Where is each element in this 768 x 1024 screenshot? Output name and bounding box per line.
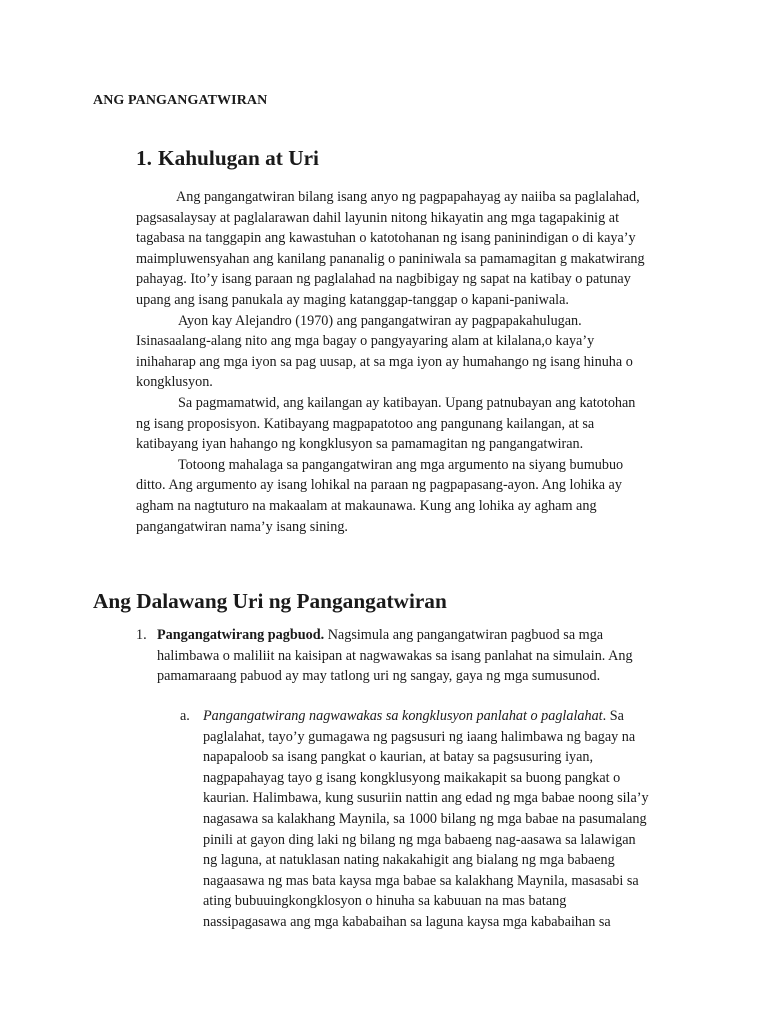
text-line xyxy=(157,625,696,646)
section-heading-kahulugan xyxy=(136,148,319,169)
text-span: . Sa xyxy=(602,708,624,724)
sub-list-marker: a. xyxy=(180,708,190,724)
text-line: Isinasaalang-alang nito ang mga bagay o pangyayaring alam at kilalana,o kaya’y xyxy=(136,333,595,350)
text-line: halimbawa o maliliit na kaisipan at nagwawakas sa isang panlahat na simulain. Ang xyxy=(157,647,633,664)
sub-list-item-lead: Pangangatwirang nagwawakas sa kongklusyon panlahat o paglalahat xyxy=(203,708,603,724)
paragraph xyxy=(136,393,684,455)
text-line: maimpluwensyahan ang kanilang pananalig o paniniwala sa pamamagitan g makatwirang xyxy=(136,250,645,267)
text-line: Ang pangangatwiran bilang isang anyo ng pagpapahayag ay naiiba sa paglalahad, xyxy=(176,189,640,205)
list-item-body xyxy=(157,625,696,687)
list-number: 1. xyxy=(136,627,147,643)
text-line: ng isang proposisyon. Katibayang magpapatotoo ang pangunang kailangan, at sa xyxy=(136,415,595,432)
text-line: katibayang iyan hahango ng kongklusyon sa pamamagitan ng pangangatwiran. xyxy=(136,436,584,453)
text-line: upang ang isang panukala ay maging katanggap-tanggap o kapani-paniwala. xyxy=(136,291,569,308)
text-line: Totoong mahalaga sa pangangatwiran ang mga argumento na siyang bumubuo xyxy=(178,456,624,473)
text-line: nagaasawa ng mas bata kaysa mga babae sa kalakhang Maynila, masasabi sa xyxy=(203,872,639,889)
text-line: pagsasalaysay at paglalarawan dahil layunin nitong hikayatin ang mga tagapakinig at xyxy=(136,209,620,226)
text-line: pahayag. Ito’y isang paraan ng paglalahad na nagbibigay ng sapat na katibay o patunay xyxy=(136,271,631,288)
text-line xyxy=(203,706,680,727)
section-number: 1. xyxy=(136,146,152,170)
text-line: ditto. Ang argumento ay isang lohikal na paraan ng pagpapasang-ayon. Ang lohika ay xyxy=(136,477,622,494)
paragraph xyxy=(136,187,684,311)
text-line: nagpapahayag tayo g isang kongklusyong maikakapit sa buong pangkat o xyxy=(203,769,621,786)
text-line: kaurian. Halimbawa, kung susuriin nattin ang edad ng mga babae noong sila’y xyxy=(203,790,649,807)
list-item xyxy=(136,625,696,687)
text-line: nassipagasawa ang mga kababaihan sa laguna kaysa mga kababaihan sa xyxy=(203,913,611,930)
text-line: pinili at gayon ding laki ng bilang ng mga babaeng nag-aasawa sa lalawigan xyxy=(203,831,636,848)
text-line: inihaharap ang mga iyon sa pag uusap, at sa mga iyon ay humahango ng isang hinuha o xyxy=(136,353,633,370)
document-title: ANG PANGANGATWIRAN xyxy=(93,93,268,108)
text-line: pamamaraang pabuod ay may tatlong uri ng sangay, gaya ng mga sumusunod. xyxy=(157,668,601,685)
text-line: tagabasa na tanggapin ang kawastuhan o katotohanan ng isang paninindigan o di kaya’y xyxy=(136,230,636,247)
text-span: Nagsimula ang pangangatwiran pagbuod sa mga xyxy=(324,627,604,643)
section-heading-text: Kahulugan at Uri xyxy=(158,146,319,170)
text-line: pangangatwiran nama’y isang sining. xyxy=(136,518,348,535)
text-line: napapaloob sa isang pangkat o kaurian, at batay sa pagsusuring iyan, xyxy=(203,749,594,766)
text-line: Sa pagmamatwid, ang kailangan ay katibayan. Upang patnubayan ang katotohan xyxy=(178,394,636,411)
text-line: ating bubuuingkongklosyon o hinuha sa kabuuan na mas batang xyxy=(203,893,567,910)
intro-body xyxy=(136,187,684,537)
sub-list-item xyxy=(180,706,680,933)
text-line: paglalahat, tayo’y gumagawa ng pagsusuri ng iaang halimbawa ng bagay na xyxy=(203,728,636,745)
section-heading-dalawang-uri: Ang Dalawang Uri ng Pangangatwiran xyxy=(93,589,447,613)
text-line: agham na nagtuturo na makaalam at makaunawa. Kung ang lohika ay agham ang xyxy=(136,497,597,514)
paragraph xyxy=(136,311,684,393)
text-line: Ayon kay Alejandro (1970) ang pangangatwiran ay pagpapakahulugan. xyxy=(178,312,582,329)
text-line: ng laguna, at natuklasan nating nakakahigit ang bialang ng mga babaeng xyxy=(203,852,615,869)
paragraph xyxy=(136,455,684,537)
text-line: nagasawa sa kalakhang Maynila, sa 1000 bilang ng mga babae na pasumalang xyxy=(203,810,647,827)
text-line: kongklusyon. xyxy=(136,374,213,391)
sub-list-item-body xyxy=(203,706,680,933)
list-item-lead: Pangangatwirang pagbuod. xyxy=(157,627,325,643)
